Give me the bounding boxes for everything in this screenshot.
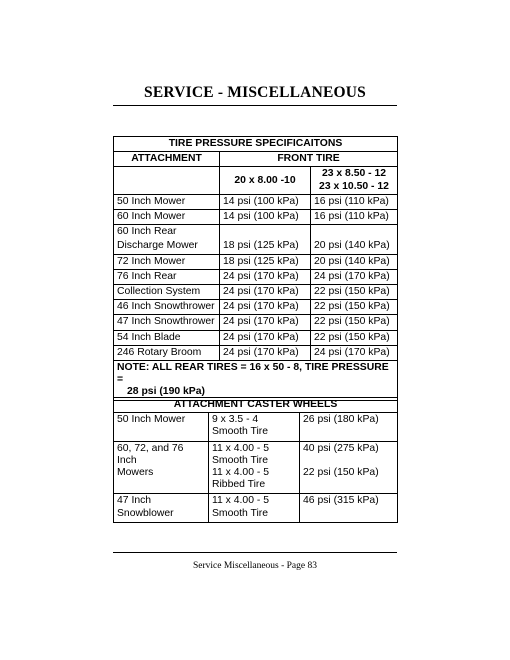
table-title-row [114, 137, 398, 152]
pressure-b-cell: 22 psi (150 kPa) [311, 330, 398, 345]
pressure-value: 40 psi (275 kPa) [303, 442, 379, 454]
pressure-a-cell: 24 psi (170 kPa) [220, 315, 311, 330]
title-divider [113, 105, 397, 106]
pressure-a-cell: 24 psi (170 kPa) [220, 269, 311, 284]
pressure-b-cell: 22 psi (150 kPa) [311, 300, 398, 315]
pressure-a-cell [220, 225, 311, 240]
pressure-b-cell: 22 psi (150 kPa) [311, 285, 398, 300]
table-row [114, 225, 398, 240]
pressure-cell: 26 psi (180 kPa) [300, 413, 398, 441]
table-row [114, 494, 398, 522]
attachment-cell: 60 Inch Mower [114, 210, 220, 225]
table-row [114, 330, 398, 345]
pressure-a-cell: 18 psi (125 kPa) [220, 254, 311, 269]
tire-cell [209, 494, 300, 522]
tire-type: Smooth Tire [212, 426, 269, 438]
pressure-a-cell: 14 psi (100 kPa) [220, 210, 311, 225]
tire-pressure-table [113, 136, 398, 401]
pressure-value: 22 psi (150 kPa) [303, 467, 379, 478]
attachment-line2: Snowblower [117, 507, 174, 519]
tire-size: 11 x 4.00 - 5 [212, 467, 269, 479]
attachment-cell [114, 494, 209, 522]
pressure-b-cell: 24 psi (170 kPa) [311, 345, 398, 360]
attachment-cell: 46 Inch Snowthrower [114, 300, 220, 315]
tire-type: Smooth Tire [212, 454, 269, 466]
tire-size-a: 20 x 8.00 -10 [220, 167, 311, 194]
pressure-b-cell: 16 psi (110 kPa) [311, 210, 398, 225]
tire-cell [209, 413, 300, 441]
attachment-line1: 60, 72, and 76 Inch [117, 442, 184, 466]
attachment-cell: 76 Inch Rear [114, 269, 220, 284]
table-row [114, 285, 398, 300]
pressure-cell [300, 441, 398, 494]
table-row [114, 254, 398, 269]
table-row [114, 441, 398, 494]
pressure-b-cell: 20 psi (140 kPa) [311, 239, 398, 254]
note-row [114, 361, 398, 401]
attachment-cell: Collection System [114, 285, 220, 300]
table-header-row [114, 152, 398, 167]
attachment-cell: 47 Inch Snowthrower [114, 315, 220, 330]
tire-size-row [114, 167, 398, 194]
tire-size: 11 x 4.00 - 5 [212, 442, 269, 454]
attachment-cell [114, 441, 209, 494]
caster-wheels-table [113, 397, 398, 523]
footer-divider [113, 552, 397, 553]
note-line2: 28 psi (190 kPa) [127, 386, 205, 398]
note-line1: NOTE: ALL REAR TIRES = 16 x 50 - 8, TIRE PRESSURE = [117, 362, 389, 386]
col-header-attachment: ATTACHMENT [114, 152, 220, 167]
tire-size: 11 x 4.00 - 5 [212, 495, 269, 507]
pressure-b-cell [311, 225, 398, 240]
attachment-cell: 72 Inch Mower [114, 254, 220, 269]
table-row [114, 210, 398, 225]
tire-cell [209, 441, 300, 494]
table-row [114, 345, 398, 360]
tire-size-b [311, 167, 398, 194]
pressure-b-cell: 16 psi (110 kPa) [311, 194, 398, 209]
attachment-cell: 50 Inch Mower [114, 194, 220, 209]
pressure-b-cell: 22 psi (150 kPa) [311, 315, 398, 330]
col-header-front-tire: FRONT TIRE [220, 152, 398, 167]
attachment-cell: 60 Inch Rear [114, 225, 220, 240]
attachment-line1: 47 Inch [117, 495, 152, 507]
caster-table-title: ATTACHMENT CASTER WHEELS [114, 398, 398, 413]
pressure-cell: 46 psi (315 kPa) [300, 494, 398, 522]
pressure-b-cell: 24 psi (170 kPa) [311, 269, 398, 284]
attachment-cell: 50 Inch Mower [114, 413, 209, 441]
pressure-a-cell: 18 psi (125 kPa) [220, 239, 311, 254]
pressure-spacer [303, 455, 394, 467]
tire-size-blank [114, 167, 220, 194]
attachment-cell: 246 Rotary Broom [114, 345, 220, 360]
attachment-cell: 54 Inch Blade [114, 330, 220, 345]
tire-size-b-line1: 23 x 8.50 - 12 [321, 168, 387, 180]
tire-size: 9 x 3.5 - 4 [212, 414, 259, 426]
table-row [114, 239, 398, 254]
table-row [114, 413, 398, 441]
pressure-a-cell: 24 psi (170 kPa) [220, 330, 311, 345]
pressure-a-cell: 14 psi (100 kPa) [220, 194, 311, 209]
tire-size-b-line2: 23 x 10.50 - 12 [319, 180, 389, 192]
page-title: SERVICE - MISCELLANEOUS [144, 84, 366, 101]
page-footer: Service Miscellaneous - Page 83 [193, 561, 317, 571]
pressure-b-cell: 20 psi (140 kPa) [311, 254, 398, 269]
attachment-cell: Discharge Mower [114, 239, 220, 254]
pressure-a-cell: 24 psi (170 kPa) [220, 285, 311, 300]
pressure-a-cell: 24 psi (170 kPa) [220, 300, 311, 315]
tire-type: Smooth Tire [212, 507, 269, 519]
tire-table-title: TIRE PRESSURE SPECIFICAITONS [114, 137, 398, 152]
table-row [114, 194, 398, 209]
table-row [114, 269, 398, 284]
rear-tire-note [114, 361, 398, 401]
table-row [114, 315, 398, 330]
attachment-line2: Mowers [117, 467, 154, 479]
table-title-row [114, 398, 398, 413]
pressure-a-cell: 24 psi (170 kPa) [220, 345, 311, 360]
tire-type: Ribbed Tire [212, 479, 266, 491]
table-row [114, 300, 398, 315]
